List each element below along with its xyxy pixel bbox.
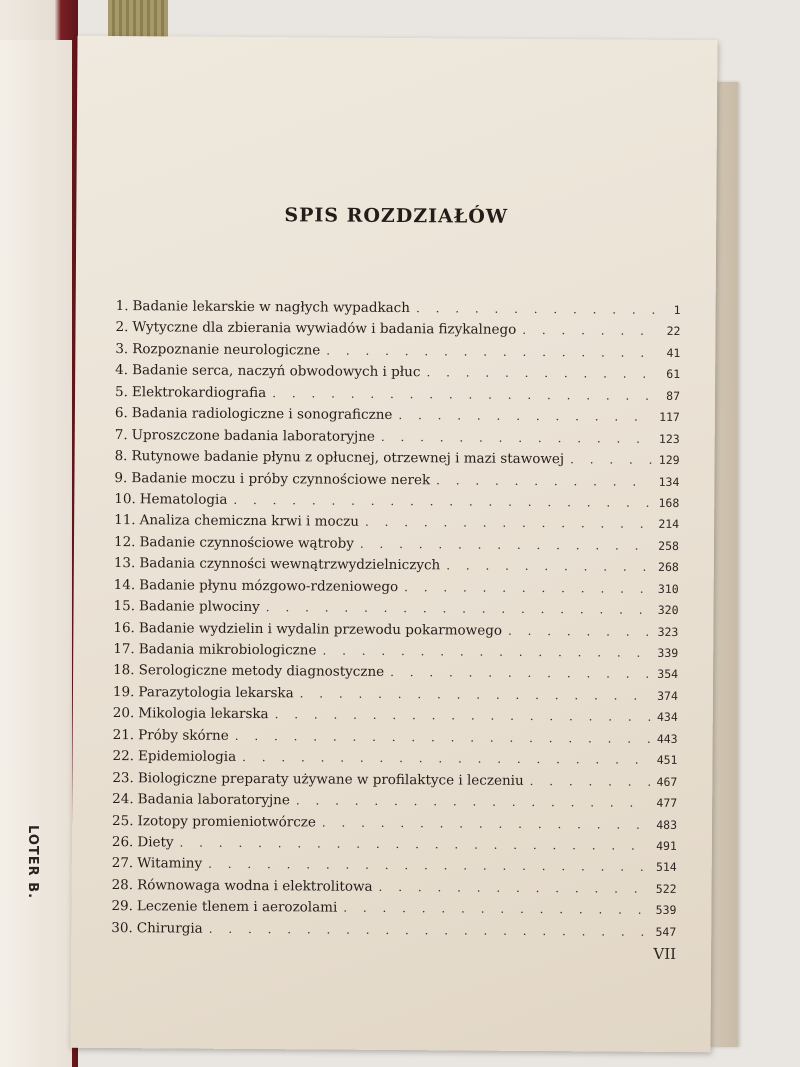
chapter-name: Izotopy promieniotwórcze	[137, 812, 316, 830]
spine-label: LOTER B.	[25, 825, 40, 900]
chapter-page-number: 61	[666, 367, 681, 382]
chapter-number: 9.	[114, 469, 128, 486]
chapter-number: 16.	[113, 619, 135, 636]
chapter-page-number: 467	[656, 774, 678, 789]
chapter-page-number: 374	[657, 688, 678, 703]
chapter-title	[112, 748, 236, 765]
dot-leader	[404, 580, 652, 596]
chapter-name: Rutynowe badanie płynu z opłucnej, otrzewnej i mazi stawowej	[131, 448, 565, 468]
chapter-number: 30.	[111, 919, 133, 936]
dot-leader	[343, 901, 649, 917]
chapter-title	[115, 405, 393, 423]
dot-leader	[508, 623, 652, 638]
dot-leader	[522, 323, 660, 338]
chapter-title	[115, 362, 420, 380]
chapter-name: Uproszczone badania laboratoryjne	[131, 426, 375, 445]
dot-leader	[570, 452, 653, 467]
chapter-page-number: 354	[657, 667, 679, 682]
chapter-number: 10.	[114, 490, 136, 508]
chapter-number: 3.	[115, 340, 129, 358]
chapter-page-number: 41	[666, 345, 681, 360]
chapter-number: 17.	[113, 641, 135, 658]
chapter-name: Badania radiologiczne i sonograficzne	[131, 405, 393, 424]
dot-leader	[322, 644, 651, 660]
chapter-page-number: 434	[656, 710, 678, 725]
inner-cover-page	[0, 40, 72, 1067]
chapter-title	[114, 470, 430, 488]
chapter-title	[114, 598, 260, 615]
chapter-number: 26.	[111, 833, 134, 851]
dot-leader	[233, 493, 652, 510]
chapter-page-number: 514	[655, 860, 677, 875]
dot-leader	[208, 857, 650, 874]
dot-leader	[275, 707, 651, 724]
dot-leader	[300, 686, 652, 702]
chapter-title	[113, 641, 316, 658]
dot-leader	[296, 793, 651, 809]
chapter-page-number: 339	[657, 645, 679, 660]
spacer	[117, 955, 647, 959]
chapter-page-number: 443	[656, 731, 678, 746]
chapter-number: 20.	[112, 705, 135, 722]
chapter-name: Chirurgia	[136, 919, 203, 937]
chapter-page-number: 320	[657, 602, 679, 618]
dot-leader	[272, 386, 660, 403]
chapter-page-number: 134	[658, 474, 680, 489]
chapter-page-number: 129	[658, 452, 680, 468]
chapter-name: Analiza chemiczna krwi i moczu	[139, 512, 360, 531]
chapter-name: Mikologia lekarska	[138, 705, 269, 723]
chapter-number: 24.	[112, 791, 134, 808]
dot-leader	[446, 559, 652, 574]
chapter-page-number: 491	[656, 838, 677, 853]
chapter-title	[112, 877, 373, 895]
chapter-page-number: 522	[655, 881, 677, 896]
chapter-title	[112, 855, 202, 872]
chapter-name: Wytyczne dla zbierania wywiadów i badania fizykalnego	[132, 319, 517, 339]
dot-leader	[360, 537, 652, 553]
chapter-number: 15.	[113, 598, 136, 615]
chapter-number: 18.	[113, 662, 135, 679]
chapter-name: Badanie moczu i próby czynnościowe nerek	[131, 469, 431, 488]
chapter-page-number: 258	[658, 538, 680, 553]
chapter-page-number: 323	[657, 624, 679, 639]
chapter-name: Diety	[137, 834, 174, 851]
table-of-contents	[111, 298, 681, 966]
dot-leader	[398, 408, 653, 424]
chapter-page-number: 539	[655, 903, 677, 918]
chapter-number: 11.	[114, 512, 136, 529]
chapter-page-number: 483	[656, 817, 678, 832]
chapter-name: Próby skórne	[138, 726, 229, 744]
chapter-page-number: 1	[673, 302, 681, 317]
chapter-title	[115, 319, 516, 338]
chapter-name: Witaminy	[137, 855, 203, 873]
chapter-title	[112, 791, 290, 808]
chapter-title	[111, 920, 203, 937]
chapter-number: 1.	[115, 298, 129, 315]
chapter-page-number: 87	[666, 388, 681, 403]
dot-leader	[416, 301, 668, 317]
chapter-name: Równowaga wodna i elektrolitowa	[137, 877, 373, 895]
dot-leader	[266, 600, 652, 617]
dot-leader	[426, 366, 660, 382]
chapter-title	[115, 448, 565, 467]
chapter-title	[115, 384, 266, 401]
chapter-number: 13.	[113, 555, 136, 572]
chapter-name: Leczenie tlenem i aerozolami	[136, 898, 338, 916]
chapter-name: Badanie wydzielin i wydalin przewodu pokarmowego	[138, 619, 503, 639]
dot-leader	[381, 430, 653, 446]
chapter-name: Badania mikrobiologiczne	[138, 641, 317, 659]
dot-leader	[390, 665, 651, 681]
dot-leader	[365, 515, 652, 531]
chapter-page-number: 310	[657, 581, 679, 596]
chapter-number: 6.	[114, 405, 128, 422]
chapter-number: 21.	[112, 726, 135, 743]
chapter-title	[113, 705, 269, 722]
chapter-title	[113, 684, 294, 701]
chapter-number: 25.	[112, 812, 134, 829]
dot-leader	[322, 815, 650, 831]
chapter-page-number: 214	[658, 517, 680, 532]
chapter-title	[111, 898, 337, 916]
dot-leader	[209, 921, 650, 938]
chapter-number: 5.	[114, 383, 129, 400]
chapter-title	[112, 770, 523, 789]
dot-leader	[379, 880, 650, 896]
chapter-name: Badanie serca, naczyń obwodowych i płuc	[132, 362, 421, 381]
dot-leader	[436, 473, 653, 489]
chapter-name: Badanie plwociny	[138, 598, 260, 616]
chapter-number: 8.	[114, 448, 128, 465]
chapter-number: 4.	[115, 362, 129, 379]
chapter-page-number: 123	[658, 431, 680, 446]
chapter-number: 29.	[111, 898, 134, 915]
chapter-title	[114, 512, 359, 530]
chapter-title	[114, 555, 440, 573]
dot-leader	[180, 835, 651, 852]
book-page	[70, 36, 717, 1052]
chapter-page-number: 22	[666, 324, 681, 339]
chapter-name: Rozpoznanie neurologiczne	[132, 341, 321, 359]
chapter-title	[113, 620, 502, 639]
chapter-title	[112, 834, 174, 850]
chapter-title	[112, 813, 316, 830]
dot-leader	[530, 774, 651, 789]
chapter-title	[113, 662, 384, 680]
chapter-page-number: 451	[656, 753, 678, 768]
page-title: SPIS ROZDZIAŁÓW	[284, 204, 509, 228]
chapter-number: 27.	[111, 855, 134, 872]
chapter-number: 22.	[112, 748, 135, 765]
chapter-name: Badania czynności wewnątrzwydzielniczych	[139, 555, 441, 574]
chapter-number: 23.	[112, 769, 134, 786]
chapter-name: Parazytologia lekarska	[138, 684, 294, 702]
chapter-page-number: 547	[655, 924, 677, 939]
chapter-title	[116, 298, 410, 316]
chapter-title	[114, 534, 354, 552]
chapter-name: Badanie czynnościowe wątroby	[139, 534, 354, 552]
page-marker: VII	[653, 944, 677, 964]
chapter-title	[115, 427, 375, 445]
chapter-name: Badania laboratoryjne	[137, 791, 290, 809]
chapter-name: Biologiczne preparaty używane w profilaktyce i leczeniu	[137, 769, 524, 789]
dot-leader	[326, 343, 660, 359]
chapter-number: 2.	[115, 319, 129, 336]
chapter-title	[114, 577, 399, 595]
chapter-page-number: 268	[658, 560, 679, 575]
dot-leader	[242, 750, 651, 767]
page-marker-row	[111, 941, 676, 966]
chapter-title	[113, 727, 229, 744]
chapter-title	[115, 341, 320, 358]
chapter-number: 19.	[112, 683, 135, 701]
chapter-number: 14.	[113, 576, 136, 593]
chapter-page-number: 477	[656, 795, 678, 811]
chapter-name: Badanie lekarskie w nagłych wypadkach	[132, 298, 411, 317]
chapter-page-number: 168	[658, 495, 680, 510]
chapter-page-number: 117	[659, 410, 680, 425]
chapter-title	[114, 491, 227, 508]
chapter-name: Serologiczne metody diagnostyczne	[138, 662, 385, 681]
chapter-name: Elektrokardiografia	[131, 383, 267, 401]
chapter-name: Hematologia	[139, 491, 228, 508]
chapter-number: 7.	[114, 426, 128, 443]
chapter-name: Badanie płynu mózgowo-rdzeniowego	[139, 576, 399, 595]
chapter-number: 28.	[111, 876, 134, 893]
dot-leader	[235, 729, 651, 746]
chapter-name: Epidemiologia	[137, 748, 237, 766]
chapter-number: 12.	[113, 533, 136, 551]
